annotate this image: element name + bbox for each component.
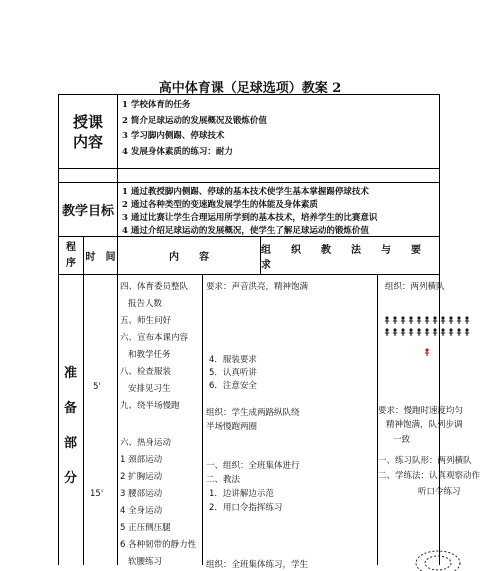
- section-label-char: 分: [64, 471, 78, 486]
- student-icon: [425, 328, 429, 336]
- content-line: 六、宣布本课内容: [120, 333, 189, 343]
- document-title: 高中体育课（足球选项）教案 2: [158, 81, 342, 96]
- method-line: 二、教法: [206, 475, 241, 485]
- student-icon: [417, 328, 421, 336]
- student-icon: [449, 328, 453, 336]
- content-line: 5 正压侧压腿: [120, 523, 171, 533]
- header-sequence: [59, 237, 84, 274]
- list-item: 2 通过各种类型的变速跑发展学生的体能及身体素质: [122, 200, 318, 210]
- method-line: 组织：全班集体练习，学生: [206, 560, 309, 570]
- section-label-char: 准: [64, 366, 78, 381]
- list-item: 2 简介足球运动的发展概况及锻炼价值: [122, 115, 267, 126]
- student-icon: [457, 316, 461, 324]
- student-icon: [393, 328, 397, 336]
- section-label-char: 部: [64, 436, 78, 451]
- method-line: 半场慢跑两圈: [206, 422, 258, 432]
- method-line: 组织：学生成两路纵队绕: [206, 408, 300, 418]
- row-spacer-label: [59, 169, 118, 182]
- circle-formation-diagram: [403, 541, 473, 571]
- time-value: 15': [90, 489, 104, 499]
- student-icon: [385, 328, 389, 336]
- content-line: 五、师生问好: [120, 316, 172, 326]
- teaching-content-row: [58, 94, 440, 168]
- org-line: 二、学练法：认真观察动作: [378, 471, 481, 481]
- student-icon: [401, 316, 405, 324]
- content-line: 八、检查服装: [120, 367, 172, 377]
- student-icon: [465, 316, 469, 324]
- row-spacer: [58, 168, 440, 182]
- content-line: 六、热身运动: [120, 438, 172, 448]
- content-line: 4 全身运动: [120, 506, 163, 516]
- list-item: 4 发展身体素质的练习：耐力: [122, 146, 233, 157]
- teaching-goals-row: [58, 182, 440, 236]
- teaching-goals-items: [118, 183, 439, 236]
- teaching-content-items: [118, 95, 439, 168]
- student-icon: [465, 328, 469, 336]
- time-col: [84, 275, 118, 565]
- content-line: 3 腰部运动: [120, 489, 163, 499]
- student-icon: [441, 316, 445, 324]
- list-item: 3 学习脚内侧踢、停球技术: [122, 131, 225, 141]
- student-icon: [425, 316, 429, 324]
- method-line: 要求：声音洪亮，精神饱满: [206, 282, 309, 292]
- list-item: 1 学校体育的任务: [122, 100, 191, 110]
- header-sequence-line: 序: [66, 257, 76, 269]
- header-sequence-line: 程: [66, 241, 76, 253]
- student-icon: [433, 316, 437, 324]
- content-line: 报告人数: [128, 299, 163, 309]
- org-line: 一致: [393, 435, 411, 445]
- student-icon: [401, 328, 405, 336]
- list-item: 1 通过教授脚内侧踢、停球的基本技术使学生基本掌握踢停球技术: [122, 187, 369, 197]
- student-icon: [457, 328, 461, 336]
- method-line: 2．用口令指挥练习: [209, 503, 283, 513]
- student-icon: [409, 328, 413, 336]
- content-line: 软腰练习: [128, 557, 163, 567]
- formation-diagram: [381, 313, 491, 363]
- teaching-content-label-line: 授课: [72, 112, 103, 131]
- content-line: 1 颈部运动: [120, 455, 163, 465]
- preparation-section-row: [58, 274, 481, 570]
- student-icon: [449, 316, 453, 324]
- student-icon: [417, 316, 421, 324]
- org-line: 要求：慢跑时速度均匀: [378, 406, 464, 416]
- student-icon: [433, 328, 437, 336]
- time-value: 5': [93, 382, 101, 392]
- table-header-row: [58, 236, 440, 274]
- org-line: 听口令练习: [418, 487, 461, 497]
- section-label-col: [59, 275, 84, 565]
- method-line: 一、组织：全班集体进行: [206, 461, 300, 471]
- list-item: 3 通过比赛让学生合理运用所学到的基本技术，培养学生的比赛意识: [122, 213, 378, 223]
- student-icon: [409, 316, 413, 324]
- method-line: 4．服装要求: [209, 355, 257, 365]
- content-line: 九、绕半场慢跑: [120, 401, 180, 411]
- header-content: 内 容: [118, 237, 261, 274]
- method-line: 6．注意安全: [209, 381, 257, 391]
- teaching-content-label-line: 内容: [72, 132, 103, 151]
- content-line: 四、体育委员整队: [120, 282, 189, 292]
- content-col: [118, 275, 203, 565]
- organization-col: [378, 275, 481, 565]
- section-label-char: 备: [64, 401, 78, 416]
- content-line: 和教学任务: [128, 350, 171, 360]
- teaching-content-label: [59, 95, 118, 168]
- student-icon: [393, 316, 397, 324]
- org-line: 组织：两列横队: [385, 282, 445, 292]
- method-line: 1．边讲解边示范: [209, 489, 274, 499]
- org-line: 精神饱满，队列步调: [386, 420, 463, 430]
- student-icon: [385, 316, 389, 324]
- teaching-goals-label: 教学目标: [59, 183, 118, 236]
- header-time: 时 间: [84, 237, 118, 274]
- org-line: 一、练习队形：两列横队: [378, 456, 472, 466]
- method-col: [203, 275, 378, 570]
- header-method: 组 织 教 法 与 要 求: [261, 244, 441, 271]
- content-line: 6 各种韧带的静力性: [120, 540, 197, 550]
- content-line: 2 扩胸运动: [120, 472, 163, 482]
- content-line: 安排见习生: [128, 384, 171, 394]
- student-icon: [441, 328, 445, 336]
- teacher-icon: [425, 348, 429, 356]
- method-line: 5．认真听讲: [209, 368, 257, 378]
- list-item: 4 通过介绍足球运动的发展概况，使学生了解足球运动的锻炼价值: [122, 226, 369, 236]
